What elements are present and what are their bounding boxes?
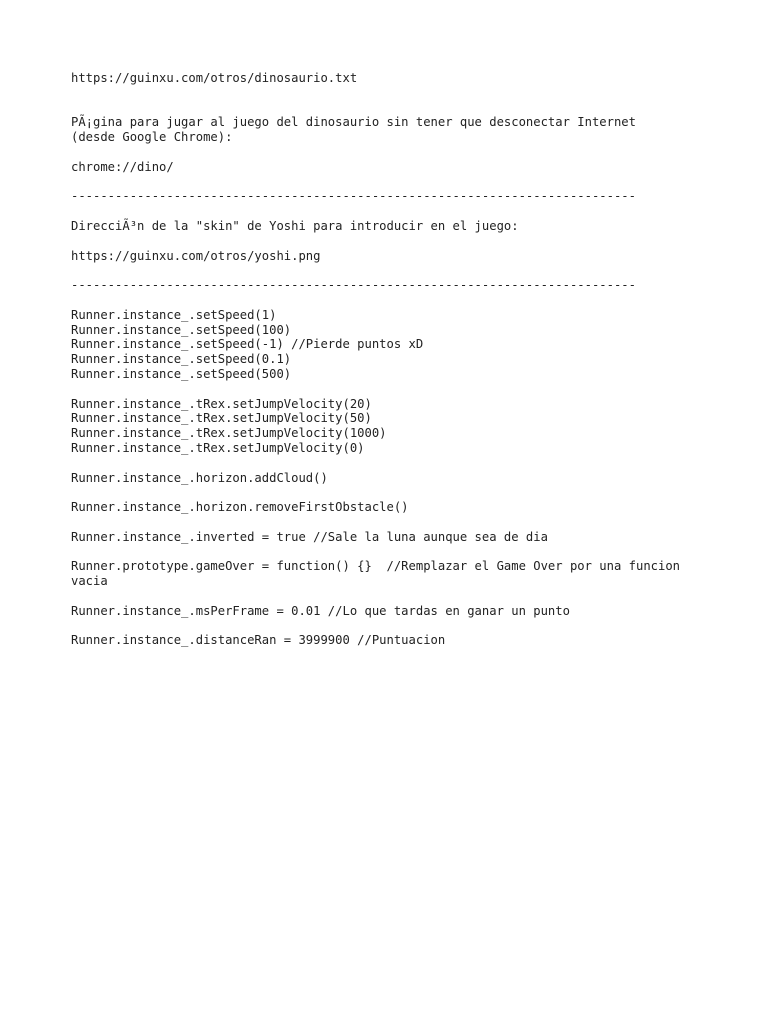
skin-description: DirecciÃ³n de la "skin" de Yoshi para introducir en el juego: bbox=[71, 218, 519, 233]
spacer bbox=[71, 145, 711, 160]
text-document bbox=[71, 71, 711, 648]
code-line: Runner.instance_.setSpeed(1) bbox=[71, 307, 277, 322]
code-line-inverted: Runner.instance_.inverted = true //Sale la luna aunque sea de dia bbox=[71, 529, 548, 544]
code-line: Runner.instance_.tRex.setJumpVelocity(1000) bbox=[71, 426, 387, 441]
code-line-game-over: Runner.prototype.gameOver = function() {} //Remplazar el Game Over por una funcion vacia bbox=[71, 559, 681, 589]
code-line: Runner.instance_.setSpeed(500) bbox=[71, 366, 292, 381]
spacer bbox=[71, 515, 711, 530]
code-line: Runner.instance_.tRex.setJumpVelocity(20) bbox=[71, 396, 372, 411]
code-line-ms-per-frame: Runner.instance_.msPerFrame = 0.01 //Lo que tardas en ganar un punto bbox=[71, 603, 570, 618]
spacer bbox=[71, 175, 711, 190]
spacer bbox=[71, 86, 711, 116]
chrome-dino-url: chrome://dino/ bbox=[71, 159, 174, 174]
code-line: Runner.instance_.setSpeed(-1) //Pierde puntos xD bbox=[71, 337, 424, 352]
code-line-remove-obstacle: Runner.instance_.horizon.removeFirstObstacle() bbox=[71, 500, 409, 515]
code-line: Runner.instance_.tRex.setJumpVelocity(0) bbox=[71, 440, 365, 455]
spacer bbox=[71, 382, 711, 397]
spacer bbox=[71, 204, 711, 219]
speed-commands bbox=[71, 308, 711, 382]
spacer bbox=[71, 618, 711, 633]
spacer bbox=[71, 293, 711, 308]
code-line-distance-ran: Runner.instance_.distanceRan = 3999900 //Puntuacion bbox=[71, 633, 446, 648]
spacer bbox=[71, 456, 711, 471]
code-line: Runner.instance_.setSpeed(100) bbox=[71, 322, 292, 337]
spacer bbox=[71, 234, 711, 249]
spacer bbox=[71, 589, 711, 604]
code-line-add-cloud: Runner.instance_.horizon.addCloud() bbox=[71, 470, 328, 485]
code-line: Runner.instance_.setSpeed(0.1) bbox=[71, 352, 292, 367]
intro-text: PÃ¡gina para jugar al juego del dinosaurio sin tener que desconectar Internet (desde Google Chrome): bbox=[71, 115, 636, 145]
jump-commands bbox=[71, 397, 711, 456]
spacer bbox=[71, 485, 711, 500]
spacer bbox=[71, 545, 711, 560]
separator-line: ----------------------------------------------------------------------------- bbox=[71, 189, 636, 204]
skin-url: https://guinxu.com/otros/yoshi.png bbox=[71, 248, 321, 263]
code-line: Runner.instance_.tRex.setJumpVelocity(50) bbox=[71, 411, 372, 426]
spacer bbox=[71, 263, 711, 278]
source-url: https://guinxu.com/otros/dinosaurio.txt bbox=[71, 71, 358, 85]
separator-line: ----------------------------------------------------------------------------- bbox=[71, 278, 636, 293]
